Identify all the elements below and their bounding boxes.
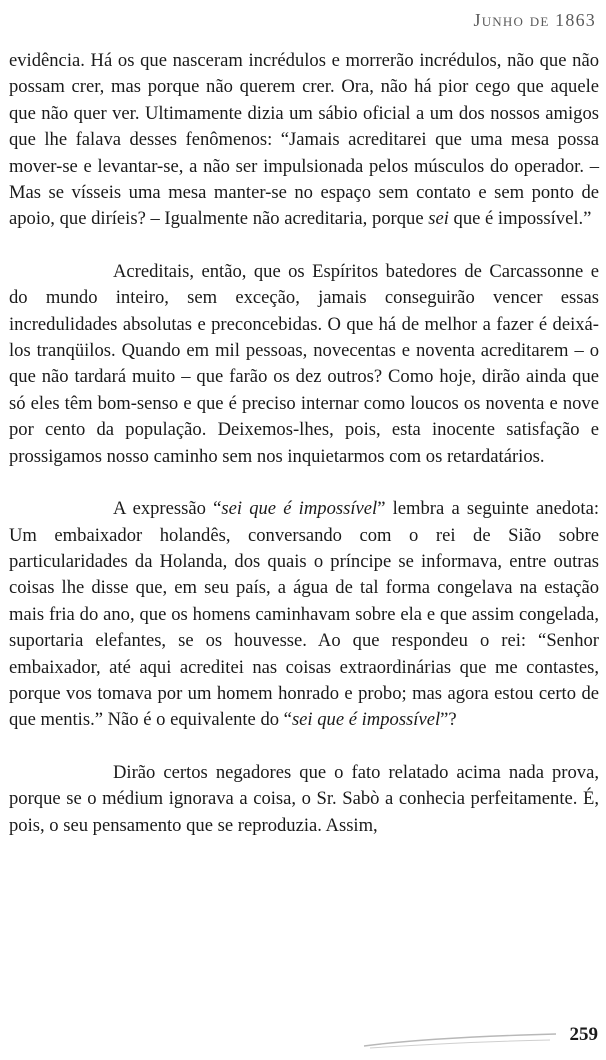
paragraph-4: [9, 760, 599, 839]
paragraph-1-italic-1: sei: [428, 208, 449, 230]
paragraph-3-text-1: A expressão “: [113, 498, 222, 520]
paragraph-2: [9, 259, 599, 470]
swash-ornament-icon: [360, 1028, 560, 1050]
paragraph-3-italic-1: sei que é impossível: [221, 498, 378, 520]
page-number: 259: [569, 1024, 598, 1045]
paragraph-3-text-3: ”?: [440, 709, 457, 731]
paragraph-1-text-2: que é impossível.”: [448, 208, 592, 230]
paragraph-4-text-1: Dirão certos negadores que o fato relatado acima nada prova, porque se o médium ignorava a coisa, o Sr. Sabò a conhecia perfeitamente. É, pois, o seu pensamento que se reproduzia. Assim,: [9, 761, 599, 836]
paragraph-2-text-1: Acreditais, então, que os Espíritos batedores de Carcassonne e do mundo inteiro, sem exceção, jamais conseguirão vencer essas incredulidades absolutas e preconcebidas. O que há de melhor a fazer é deixá-los tranqüilos. Quando em mil pessoas, novecentas e noventa acreditarem – o que não tardará muito – que farão os dez outros? Como hoje, dirão ainda que só eles têm bom-senso e que é preciso internar como loucos os noventa e nove por cento da população. Deixemos-lhes, pois, esta inocente satisfação e prossigamos nosso caminho sem nos inquietarmos com os retardatários.: [9, 260, 599, 467]
paragraph-3: [9, 496, 599, 734]
running-header: Junho de 1863: [473, 10, 596, 30]
paragraph-3-italic-2: sei que é impossível: [291, 709, 441, 731]
paragraph-1: [9, 48, 599, 233]
paragraph-1-text-1: evidência. Há os que nasceram incrédulos e morrerão incrédulos, não que não possam crer, mas porque não querem crer. Ora, não há pior cego que aquele que não quer ver. Ultimamente dizia um sábio oficial a um dos nossos amigos que lhe falava desses fenômenos: “Jamais acreditarei que uma mesa possa mover-se e levantar-se, a não ser impulsionada pelos músculos do operador. – Mas se vísseis uma mesa manter-se no espaço sem contato e sem ponto de apoio, que diríeis? – Igualmente não acreditaria, porque: [9, 50, 599, 230]
body-text: [9, 48, 599, 839]
paragraph-3-text-2: ” lembra a seguinte anedota: Um embaixador holandês, conversando com o rei de Sião sobre particularidades da Holanda, dos quais o príncipe se informava, entre outras coisas lhe disse que, em seu país, a água de tal forma congelava na estação mais fria do ano, que os homens caminhavam sobre ela e que assim congelada, suportaria elefantes, se os houvesse. Ao que respondeu o rei: “Senhor embaixador, até aqui acreditei nas coisas extraordinárias que me contastes, porque vos tomava por um homem honrado e probo; mas agora estou certo de que mentis.” Não é o equivalente do “: [9, 498, 600, 731]
